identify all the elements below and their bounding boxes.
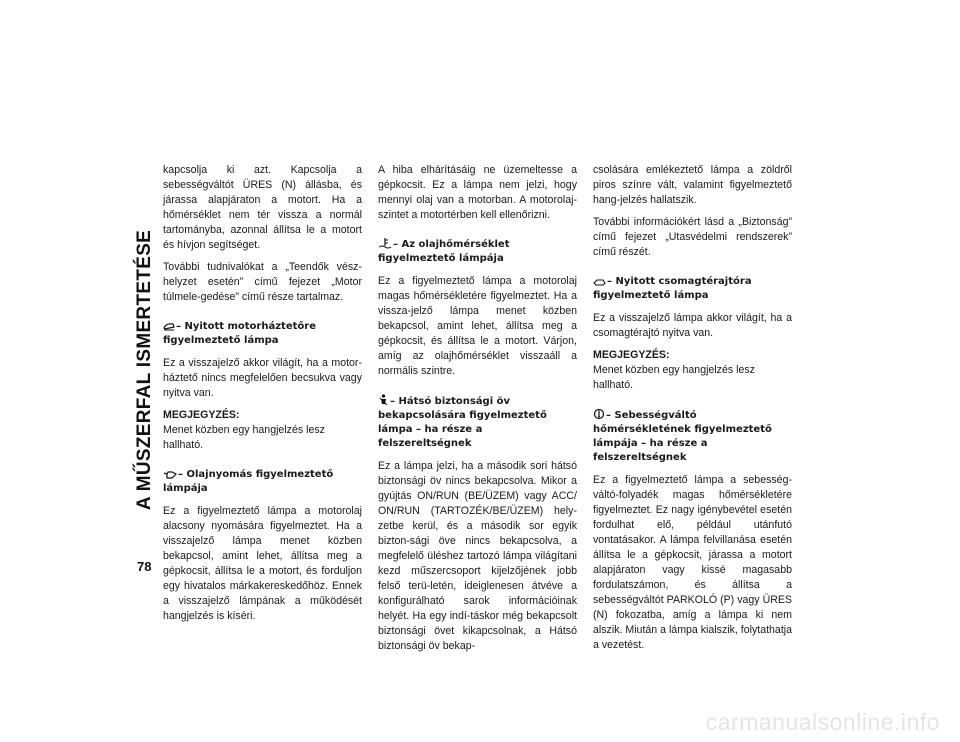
paragraph: További információkért lásd a „Biztonság” című fejezet „Utasvédelmi rendszerek” című részét. [593,216,792,258]
transmission-temperature-icon [593,408,605,420]
column-1 [163,163,362,631]
section-heading-liftgate-open: – Nyitott csomagtérajtóra figyelmeztető lámpa [593,276,752,301]
section-heading-oil-pressure: – Olajnyomás figyelmeztető lámpája [163,469,334,494]
section-heading-transmission-temperature: – Sebességváltó hőmérsékletének figyelmeztető lámpája – ha része a felszereltségnek [593,410,772,463]
rear-seatbelt-icon [378,394,389,406]
watermark: carmanualsonline.info [705,709,940,735]
paragraph: Ez a figyelmeztető lámpa a sebesség-váltó-folyadék magas hőmérsékletére figyelmeztet. Ez nagy igénybevétel esetén fordulhat elő, például utánfutó vontatásakor. A lámpa felvillanása esetén állítsa le a gépkocsit, járassa a motort alapjáraton vagy kissé magasabb fordulatszámon, és állítsa a sebességváltót PARKOLÓ (P) vagy ÜRES (N) fokozatba, amíg a lámpa ki nem alszik. Miután a lámpa kialszik, folytathatja a vezetést. [593,474,793,651]
hood-open-icon [163,322,175,331]
paragraph: A hiba elhárításáig ne üzemeltesse a gépkocsit. Ez a lámpa nem jelzi, hogy mennyi olaj van a motorban. A motorolaj-szintet a motortérben kell ellenőrizni. [378,164,577,221]
oil-can-icon [163,471,177,479]
chapter-title: A MŰSZERFAL ISMERTETÉSE [134,229,155,511]
section-heading-oil-temperature: – Az olajhőmérséklet figyelmeztető lámpája [378,239,510,264]
paragraph: csolására emlékeztető lámpa a zöldről piros színre vált, valamint figyelmeztető hang-jelzés hallatszik. [593,164,792,206]
paragraph: Ez a visszajelző lámpa akkor világít, ha a csomagtérajtó nyitva van. [593,312,792,339]
column-3 [593,163,792,660]
oil-temperature-icon [378,238,392,249]
page-number: 78 [137,559,152,574]
paragraph: Ez a visszajelző akkor világít, ha a motor-háztető nincs megfelelően becsukva vagy nyitva van. [163,357,362,399]
note-label: MEGJEGYZÉS: [163,409,240,421]
liftgate-open-icon [593,278,606,286]
note-text: Menet közben egy hangjelzés lesz hallható. [593,364,755,391]
note-text: Menet közben egy hangjelzés lesz hallható. [163,424,325,451]
paragraph: Ez a figyelmeztető lámpa a motorolaj magas hőmérsékletére figyelmeztet. Ha a vissza-jelző lámpa menet közben bekapcsol, amint lehet, állítsa meg a gépkocsit, és állítsa le a motort. Várjon, amíg az olajhőmérséklet visszaáll a normális szintre. [378,275,577,377]
note-label: MEGJEGYZÉS: [593,349,670,361]
paragraph: További tudnivalókat a „Teendők vész-helyzet esetén” című fejezet „Motor túlmele-gedése” című része tartalmaz. [163,261,362,303]
section-heading-hood-open: – Nyitott motorháztetőre figyelmeztető lámpa [163,321,316,346]
section-heading-rear-seatbelt: – Hátsó biztonsági öv bekapcsolására figyelmeztető lámpa – ha része a felszereltségnek [378,396,547,449]
paragraph: Ez a lámpa jelzi, ha a második sori hátsó biztonsági öv nincs bekapcsolva. Mikor a gyújtás ON/RUN (BE/ÜZEM) vagy ACC/ ON/RUN (TARTOZÉK/BE/ÜZEM) hely-zetbe kerül, és a második sor egyik bizton-sági öve nincs bekapcsolva, a megfelelő üléshez tartozó lámpa világítani kezd műszercsoport kijelzőjének jobb felső terü-letén, ideiglenesen átvéve a konfigurálható sarok információinak helyét. Ha egy indí-táskor még bekapcsolt biztonsági övet kikapcsolnak, a Hátsó biztonsági öv bekap- [378,460,577,652]
paragraph: kapcsolja ki azt. Kapcsolja a sebességváltót ÜRES (N) állásba, és járassa alapjáraton a motort. Ha a hőmérséklet nem tér vissza a normál tartományba, azonnal állítsa le a motort és hívjon segítséget. [163,164,362,251]
column-2 [378,163,577,661]
paragraph: Ez a figyelmeztető lámpa a motorolaj alacsony nyomására figyelmeztet. Ha a visszajelző lámpa menet közben bekapcsol, amint lehet, állítsa meg a gépkocsit, állítsa le a motort, és forduljon egy hivatalos márkakereskedőhöz. Ennek a visszajelző lámpának a működését hangjelzés is kíséri. [163,505,362,622]
